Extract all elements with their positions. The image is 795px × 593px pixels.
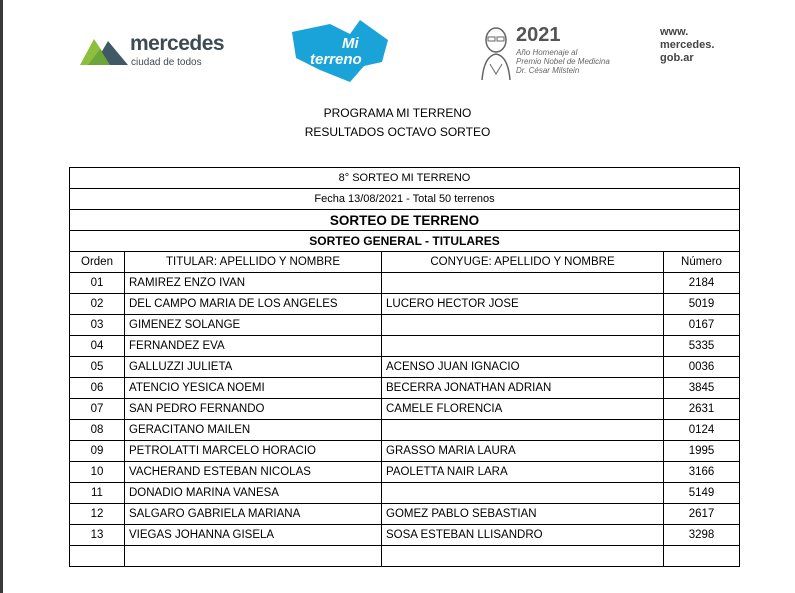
homenaje-logo xyxy=(478,22,628,82)
cell-orden: 10 xyxy=(70,462,125,483)
cell-numero: 2184 xyxy=(664,273,740,294)
cell-titular: ATENCIO YESICA NOEMI xyxy=(125,378,382,399)
cell-conyuge xyxy=(382,315,664,336)
cell-titular: DONADIO MARINA VANESA xyxy=(125,483,382,504)
table-row xyxy=(70,546,740,567)
cell-orden: 01 xyxy=(70,273,125,294)
mi-terreno-logo xyxy=(290,18,390,84)
mercedes-logo xyxy=(80,28,230,73)
cell-conyuge xyxy=(382,336,664,357)
cell-orden: 11 xyxy=(70,483,125,504)
table-row xyxy=(70,399,740,420)
homenaje-line3: Dr. César Milstein xyxy=(516,66,580,75)
table-row xyxy=(70,525,740,546)
col-header-orden: Orden xyxy=(70,252,125,273)
col-header-conyuge: CONYUGE: APELLIDO Y NOMBRE xyxy=(382,252,664,273)
cell-titular: DEL CAMPO MARIA DE LOS ANGELES xyxy=(125,294,382,315)
mercedes-logo-tagline: ciudad de todos xyxy=(131,57,202,68)
table-subtitle: SORTEO GENERAL - TITULARES xyxy=(70,231,740,252)
col-header-titular: TITULAR: APELLIDO Y NOMBRE xyxy=(125,252,382,273)
cell-orden: 13 xyxy=(70,525,125,546)
cell-orden: 07 xyxy=(70,399,125,420)
cell-orden: 04 xyxy=(70,336,125,357)
cell-numero: 0036 xyxy=(664,357,740,378)
table-row xyxy=(70,315,740,336)
cell-orden: 06 xyxy=(70,378,125,399)
cell-numero: 5335 xyxy=(664,336,740,357)
cell-titular: GALLUZZI JULIETA xyxy=(125,357,382,378)
page-edge xyxy=(0,0,3,593)
website-line2: mercedes. xyxy=(660,39,715,51)
cell-titular: FERNANDEZ EVA xyxy=(125,336,382,357)
sorteo-label: 8° SORTEO MI TERRENO xyxy=(70,168,740,189)
cell-conyuge xyxy=(382,483,664,504)
cell-titular: VACHERAND ESTEBAN NICOLAS xyxy=(125,462,382,483)
cell-numero: 2631 xyxy=(664,399,740,420)
cell-conyuge: BECERRA JONATHAN ADRIAN xyxy=(382,378,664,399)
cell-orden: 05 xyxy=(70,357,125,378)
mercedes-logo-name: mercedes xyxy=(130,32,225,55)
cell-orden: 03 xyxy=(70,315,125,336)
cell-numero: 3298 xyxy=(664,525,740,546)
table-row xyxy=(70,441,740,462)
cell-numero xyxy=(664,546,740,567)
cell-titular: PETROLATTI MARCELO HORACIO xyxy=(125,441,382,462)
table-row xyxy=(70,357,740,378)
cell-numero: 2617 xyxy=(664,504,740,525)
fecha-row xyxy=(70,189,740,210)
cell-conyuge xyxy=(382,546,664,567)
logo-bar xyxy=(0,18,795,88)
cell-conyuge xyxy=(382,420,664,441)
table-row xyxy=(70,504,740,525)
results-title: RESULTADOS OCTAVO SORTEO xyxy=(304,125,491,139)
cell-orden: 12 xyxy=(70,504,125,525)
homenaje-year: 2021 xyxy=(516,24,561,46)
cell-numero: 0167 xyxy=(664,315,740,336)
cell-titular: RAMIREZ ENZO IVAN xyxy=(125,273,382,294)
table-row xyxy=(70,420,740,441)
table-row xyxy=(70,273,740,294)
homenaje-line1: Año Homenaje al xyxy=(516,48,578,57)
cell-numero: 0124 xyxy=(664,420,740,441)
website-logo xyxy=(660,26,714,65)
table-row xyxy=(70,483,740,504)
cell-conyuge xyxy=(382,273,664,294)
fecha-label: Fecha 13/08/2021 - Total 50 terrenos xyxy=(70,189,740,210)
cell-conyuge: CAMELE FLORENCIA xyxy=(382,399,664,420)
cell-numero: 3845 xyxy=(664,378,740,399)
cell-conyuge: GOMEZ PABLO SEBASTIAN xyxy=(382,504,664,525)
cell-orden: 08 xyxy=(70,420,125,441)
cell-titular: VIEGAS JOHANNA GISELA xyxy=(125,525,382,546)
table-row xyxy=(70,294,740,315)
document-header xyxy=(0,104,795,142)
cell-conyuge: SOSA ESTEBAN LLISANDRO xyxy=(382,525,664,546)
mercedes-mountains-icon xyxy=(80,31,128,67)
results-table xyxy=(69,167,740,567)
cell-conyuge: PAOLETTA NAIR LARA xyxy=(382,462,664,483)
mi-terreno-logo-line1: Mi xyxy=(342,35,359,52)
portrait-icon xyxy=(478,24,514,80)
cell-conyuge: LUCERO HECTOR JOSE xyxy=(382,294,664,315)
table-title-row xyxy=(70,210,740,231)
cell-orden: 09 xyxy=(70,441,125,462)
website-line3: gob.ar xyxy=(660,52,694,64)
cell-orden: 02 xyxy=(70,294,125,315)
col-header-numero: Número xyxy=(664,252,740,273)
cell-numero: 5149 xyxy=(664,483,740,504)
mi-terreno-logo-line2: terreno xyxy=(310,51,362,68)
program-title: PROGRAMA MI TERRENO xyxy=(323,106,472,120)
cell-orden xyxy=(70,546,125,567)
cell-numero: 5019 xyxy=(664,294,740,315)
cell-numero: 3166 xyxy=(664,462,740,483)
cell-numero: 1995 xyxy=(664,441,740,462)
table-row xyxy=(70,336,740,357)
table-title: SORTEO DE TERRENO xyxy=(70,210,740,231)
table-row xyxy=(70,462,740,483)
sorteo-row xyxy=(70,168,740,189)
column-header-row xyxy=(70,252,740,273)
cell-titular xyxy=(125,546,382,567)
cell-conyuge: ACENSO JUAN IGNACIO xyxy=(382,357,664,378)
cell-titular: SAN PEDRO FERNANDO xyxy=(125,399,382,420)
cell-titular: GERACITANO MAILEN xyxy=(125,420,382,441)
cell-conyuge: GRASSO MARIA LAURA xyxy=(382,441,664,462)
homenaje-line2: Premio Nobel de Medicina xyxy=(516,57,610,66)
website-line1: www. xyxy=(660,26,689,38)
table-subtitle-row xyxy=(70,231,740,252)
table-row xyxy=(70,378,740,399)
cell-titular: GIMENEZ SOLANGE xyxy=(125,315,382,336)
cell-titular: SALGARO GABRIELA MARIANA xyxy=(125,504,382,525)
